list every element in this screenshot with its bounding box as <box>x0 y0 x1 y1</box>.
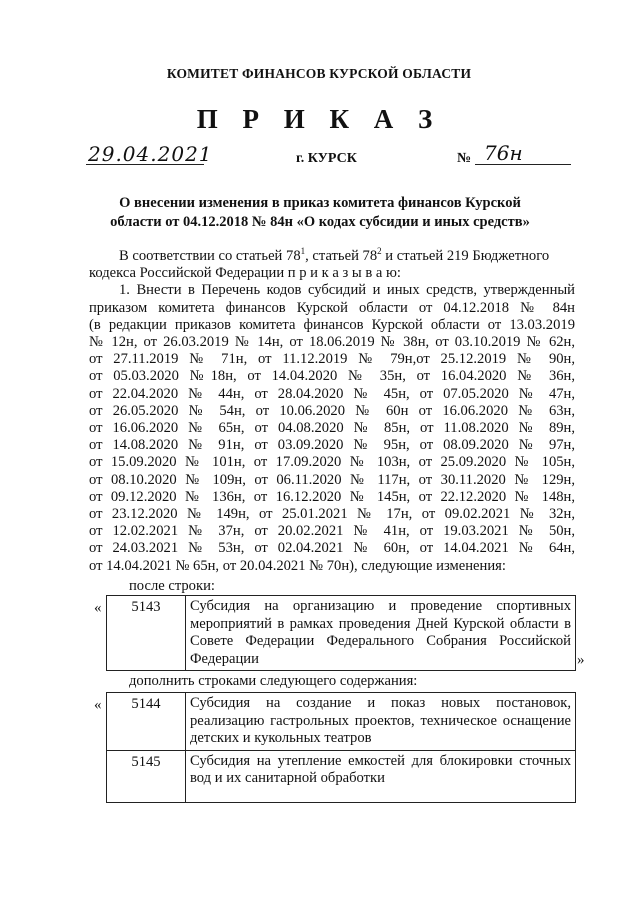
paragraph-line: кодекса Российской Федерации п р и к а з ы в а ю: <box>89 265 401 282</box>
paragraph-line: от 16.06.2020 № 65н, от 04.08.2020 № 85н, от 11.08.2020 № 89н, <box>89 420 575 437</box>
code-cell: 5144 <box>107 693 186 751</box>
quote-open: « <box>94 697 102 713</box>
description-cell: Субсидия на создание и показ новых постановок, реализацию гастрольных проектов, техническое оснащение детских и кукольных театров <box>186 693 576 751</box>
city: г. КУРСК <box>296 151 357 166</box>
paragraph-line: (в редакции приказов комитета финансов Курской области от 13.03.2019 <box>89 316 575 333</box>
paragraph-line: от 24.03.2021 № 53н, от 02.04.2021 № 60н, от 14.04.2021 № 64н, <box>89 540 575 557</box>
paragraph-line: от 14.08.2020 № 91н, от 03.09.2020 № 95н, от 08.09.2020 № 97н, <box>89 437 575 454</box>
table-row <box>107 596 576 671</box>
paragraph-line: от 27.11.2019 № 71н, от 11.12.2019 № 79н,от 25.12.2019 № 90н, <box>89 351 575 368</box>
add-rows-label: дополнить строками следующего содержания: <box>129 673 418 689</box>
subject-line: О внесении изменения в приказ комитета финансов Курской <box>119 195 521 211</box>
quote-open: « <box>94 600 102 616</box>
document-title: П Р И К А З <box>196 104 442 134</box>
subject-line: области от 04.12.2018 № 84н «О кодах субсидии и иных средств» <box>110 214 530 230</box>
paragraph-line: от 26.05.2020 № 54н, от 10.06.2020 № 60н от 16.06.2020 № 63н, <box>89 402 575 419</box>
paragraph-line: от 05.03.2020 №18н, от 14.04.2020 № 35н, от 16.04.2020 № 36н, <box>89 368 575 385</box>
paragraph-line: № 12н, от 26.03.2019 № 14н, от 18.06.2019 № 38н, от 03.10.2019 № 62н, <box>89 334 575 351</box>
number-underline <box>475 164 571 165</box>
after-row-label: после строки: <box>129 578 215 594</box>
quote-close: » <box>577 652 585 668</box>
paragraph-line: от 22.04.2020 № 44н, от 28.04.2020 № 45н, от 07.05.2020 № 47н, <box>89 385 575 402</box>
description-cell: Субсидия на организацию и проведение спортивных мероприятий в рамках проведения Дней Курской области в Совете Федерации Федерального Собрания Российской Федерации <box>186 596 576 671</box>
paragraph-line: от 15.09.2020 № 101н, от 17.09.2020 № 103н, от 25.09.2020 № 105н, <box>89 454 575 471</box>
date-underline <box>86 164 204 165</box>
code-cell: 5143 <box>107 596 186 671</box>
organization-name: КОМИТЕТ ФИНАНСОВ КУРСКОЙ ОБЛАСТИ <box>166 66 472 81</box>
table-row <box>107 750 576 802</box>
existing-code-table <box>106 595 576 671</box>
paragraph-line: от 23.12.2020 № 149н, от 25.01.2021 № 17н, от 09.02.2021 № 32н, <box>89 506 575 523</box>
description-cell: Субсидия на утепление емкостей для блокировки сточных вод и их санитарной обработки <box>186 750 576 802</box>
table-row <box>107 693 576 751</box>
paragraph-line: от 12.02.2021 № 37н, от 20.02.2021 № 41н, от 19.03.2021 № 50н, <box>89 523 575 540</box>
paragraph-line: приказом комитета финансов Курской области от 04.12.2018 № 84н <box>89 299 575 316</box>
paragraph-line: 1. Внести в Перечень кодов субсидий и иных средств, утвержденный <box>119 282 575 299</box>
paragraph-line: В соответствии со статьей $78^1$, статьей $78^2$ и статьей 219 Бюджетного <box>119 246 550 264</box>
handwritten-date: 29.04.2021 <box>88 142 213 166</box>
number-sign: № <box>457 151 472 166</box>
subject-heading <box>90 194 550 232</box>
body-text <box>89 248 575 575</box>
paragraph-line: от 14.04.2021 № 65н, от 20.04.2021 № 70н), следующие изменения: <box>89 557 506 574</box>
paragraph-line: от 09.12.2020 № 136н, от 16.12.2020 № 145н, от 22.12.2020 № 148н, <box>89 488 575 505</box>
code-cell: 5145 <box>107 750 186 802</box>
handwritten-number: 76н <box>484 141 523 165</box>
paragraph-line: от 08.10.2020 № 109н, от 06.11.2020 № 117н, от 30.11.2020 № 129н, <box>89 471 575 488</box>
new-codes-table <box>106 692 576 803</box>
